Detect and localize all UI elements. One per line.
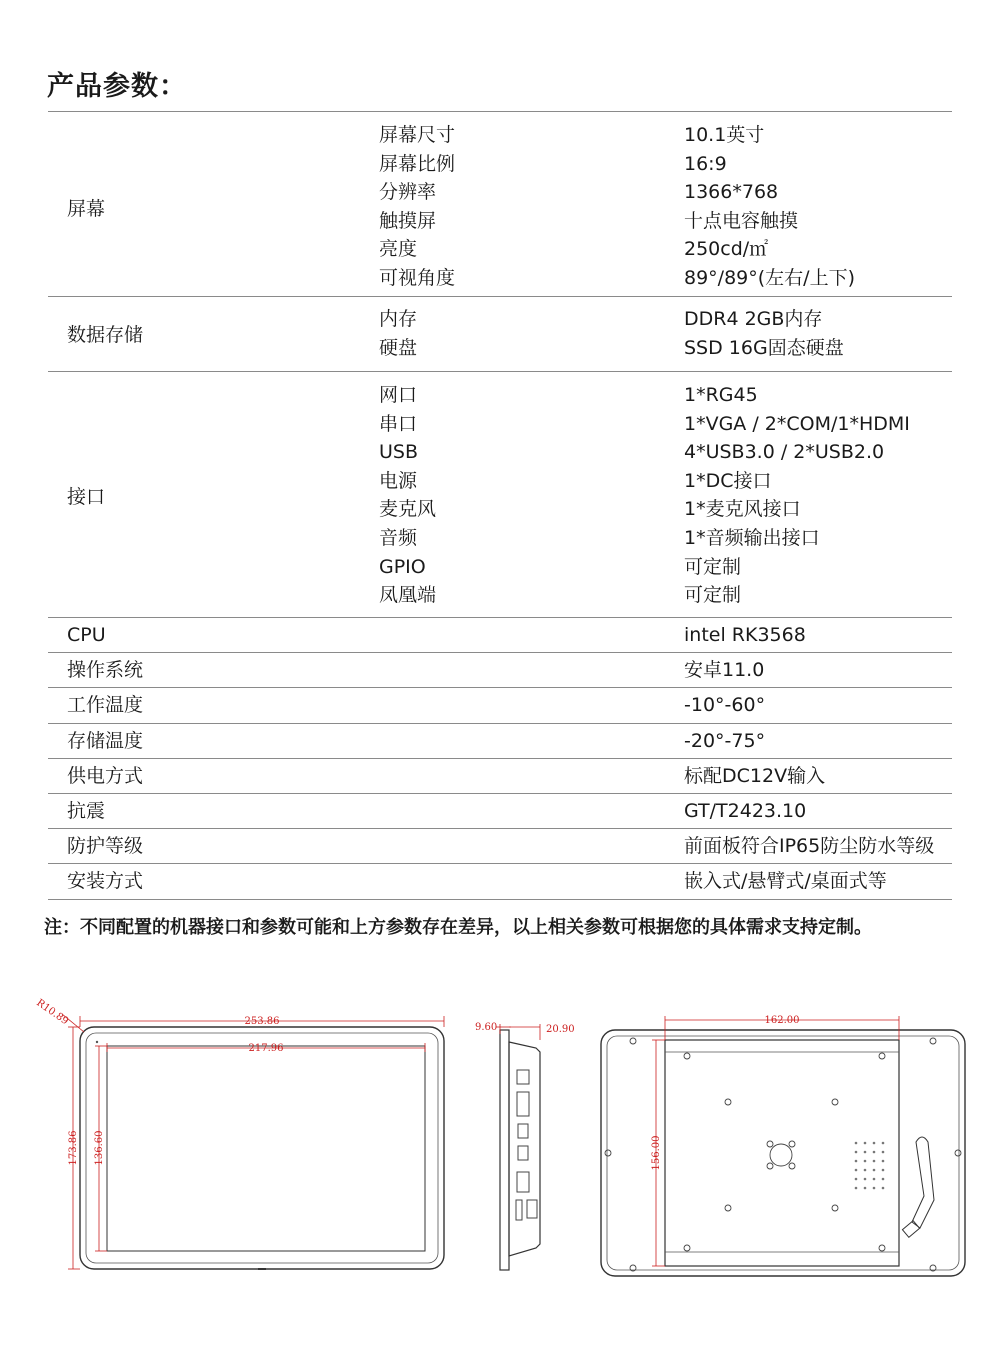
center-mount-hole bbox=[789, 1141, 795, 1147]
spec-value: DDR4 2GB内存 bbox=[684, 308, 823, 330]
center-mount-hole bbox=[767, 1141, 773, 1147]
row-category: 工作温度 bbox=[67, 694, 144, 717]
spec-value: 89°/89°(左右/上下) bbox=[684, 266, 855, 289]
footnote: 注：不同配置的机器接口和参数可能和上方参数存在差异，以上相关参数可根据您的具体需求支持定制。 bbox=[44, 917, 872, 938]
spec-row-cpu bbox=[48, 617, 952, 652]
dim-bracket-height: 156.00 bbox=[651, 1135, 662, 1171]
dim-radius: R10.89 bbox=[34, 997, 71, 1028]
row-value: 安卓11.0 bbox=[684, 659, 765, 682]
spec-value: 250cd/㎡ bbox=[684, 238, 769, 261]
spec-group-interfaces bbox=[48, 371, 952, 617]
row-category: CPU bbox=[67, 624, 106, 646]
port-com bbox=[527, 1200, 537, 1218]
vesa-hole bbox=[725, 1099, 731, 1105]
port-usb-1 bbox=[518, 1124, 528, 1138]
row-value: GT/T2423.10 bbox=[684, 799, 807, 822]
dim-bracket-width: 162.00 bbox=[764, 1015, 800, 1026]
dim-total-thickness: 20.90 bbox=[546, 1024, 575, 1035]
camera-dot bbox=[96, 1041, 98, 1043]
vesa-hole bbox=[725, 1205, 731, 1211]
screw-hole bbox=[879, 1245, 885, 1251]
center-mount bbox=[770, 1144, 792, 1166]
port-hdmi bbox=[517, 1172, 529, 1192]
dim-outer-height: 173.86 bbox=[68, 1130, 79, 1166]
side-bezel bbox=[500, 1030, 509, 1270]
spec-name: 屏幕尺寸 bbox=[379, 124, 456, 146]
screw-hole bbox=[930, 1038, 936, 1044]
spec-value: 十点电容触摸 bbox=[684, 209, 799, 232]
back-bracket bbox=[665, 1040, 899, 1266]
screw-hole bbox=[955, 1150, 961, 1156]
dimension-drawing bbox=[0, 990, 1000, 1290]
screw-hole bbox=[630, 1038, 636, 1044]
port-lan-2 bbox=[517, 1092, 529, 1116]
speaker-grille bbox=[855, 1142, 885, 1190]
spec-name: 内存 bbox=[379, 308, 418, 330]
spec-name: 麦克风 bbox=[379, 498, 437, 521]
side-body bbox=[509, 1042, 540, 1256]
screw-hole bbox=[879, 1053, 885, 1059]
row-value: -10°-60° bbox=[684, 694, 766, 717]
center-mount-hole bbox=[789, 1163, 795, 1169]
spec-group-storage bbox=[48, 296, 952, 371]
vesa-hole bbox=[832, 1205, 838, 1211]
row-category: 防护等级 bbox=[67, 835, 144, 858]
spec-name: 触摸屏 bbox=[379, 209, 437, 232]
spec-name: 音频 bbox=[379, 526, 418, 549]
row-category: 存储温度 bbox=[67, 729, 144, 752]
vesa-hole bbox=[832, 1099, 838, 1105]
dim-outer-width: 253.86 bbox=[244, 1016, 280, 1027]
page-title: 产品参数： bbox=[47, 71, 187, 102]
spec-row-shock bbox=[48, 793, 952, 828]
spec-value: 1366*768 bbox=[684, 181, 779, 204]
spec-name: 亮度 bbox=[379, 238, 418, 261]
spec-value: 1*音频输出接口 bbox=[684, 526, 820, 549]
side-view bbox=[475, 1022, 575, 1270]
spec-row-work-temp bbox=[48, 687, 952, 722]
spec-name: 串口 bbox=[379, 412, 418, 435]
row-category: 安装方式 bbox=[67, 870, 144, 893]
screw-hole bbox=[684, 1053, 690, 1059]
dim-front-thickness: 9.60 bbox=[475, 1022, 498, 1033]
front-view bbox=[34, 997, 444, 1269]
spec-name: GPIO bbox=[379, 555, 426, 578]
front-screen bbox=[107, 1046, 425, 1251]
spec-value: 10.1英寸 bbox=[684, 124, 765, 146]
spec-value: 可定制 bbox=[684, 555, 742, 578]
row-value: 标配DC12V输入 bbox=[684, 764, 826, 787]
spec-row-storage-temp bbox=[48, 723, 952, 758]
front-bezel bbox=[80, 1027, 444, 1269]
row-value: -20°-75° bbox=[684, 729, 766, 752]
spec-row-protection bbox=[48, 828, 952, 863]
screw-hole bbox=[605, 1150, 611, 1156]
port-power bbox=[516, 1200, 522, 1220]
row-value: 前面板符合IP65防尘防水等级 bbox=[684, 835, 935, 858]
spec-name: 电源 bbox=[379, 469, 418, 492]
spec-name: 可视角度 bbox=[379, 266, 456, 289]
spec-value: 1*DC接口 bbox=[684, 469, 772, 492]
antenna bbox=[902, 1137, 934, 1237]
row-value: 嵌入式/悬臂式/桌面式等 bbox=[684, 870, 887, 893]
spec-table bbox=[48, 111, 952, 900]
center-mount-hole bbox=[767, 1163, 773, 1169]
spec-row-os bbox=[48, 652, 952, 687]
dim-screen-height: 136.60 bbox=[94, 1130, 105, 1166]
row-category: 供电方式 bbox=[67, 764, 144, 787]
spec-name: 凤凰端 bbox=[379, 584, 437, 607]
row-category: 抗震 bbox=[67, 799, 106, 822]
group-category: 数据存储 bbox=[67, 324, 144, 346]
spec-value: 16:9 bbox=[684, 152, 727, 175]
spec-value: SSD 16G固态硬盘 bbox=[684, 336, 844, 359]
row-value: intel RK3568 bbox=[684, 624, 806, 646]
spec-row-power bbox=[48, 758, 952, 793]
spec-name: 硬盘 bbox=[379, 336, 418, 359]
spec-group-screen bbox=[48, 111, 952, 296]
spec-row-install bbox=[48, 863, 952, 899]
spec-name: 网口 bbox=[379, 384, 418, 406]
dim-screen-width: 217.96 bbox=[248, 1043, 284, 1054]
spec-name: 分辨率 bbox=[379, 181, 437, 204]
spec-value: 可定制 bbox=[684, 584, 742, 607]
spec-name: 屏幕比例 bbox=[379, 152, 456, 175]
spec-value: 1*RG45 bbox=[684, 384, 758, 406]
front-inner-edge bbox=[86, 1033, 438, 1263]
group-category: 屏幕 bbox=[67, 198, 106, 220]
spec-value: 4*USB3.0 / 2*USB2.0 bbox=[684, 441, 885, 464]
spec-value: 1*麦克风接口 bbox=[684, 498, 801, 521]
spec-name: USB bbox=[379, 441, 419, 464]
spec-value: 1*VGA / 2*COM/1*HDMI bbox=[684, 412, 910, 435]
group-category: 接口 bbox=[67, 486, 106, 508]
screw-hole bbox=[684, 1245, 690, 1251]
port-lan bbox=[517, 1070, 529, 1084]
port-usb-2 bbox=[518, 1146, 528, 1160]
back-view bbox=[601, 1015, 965, 1276]
row-category: 操作系统 bbox=[67, 659, 144, 682]
